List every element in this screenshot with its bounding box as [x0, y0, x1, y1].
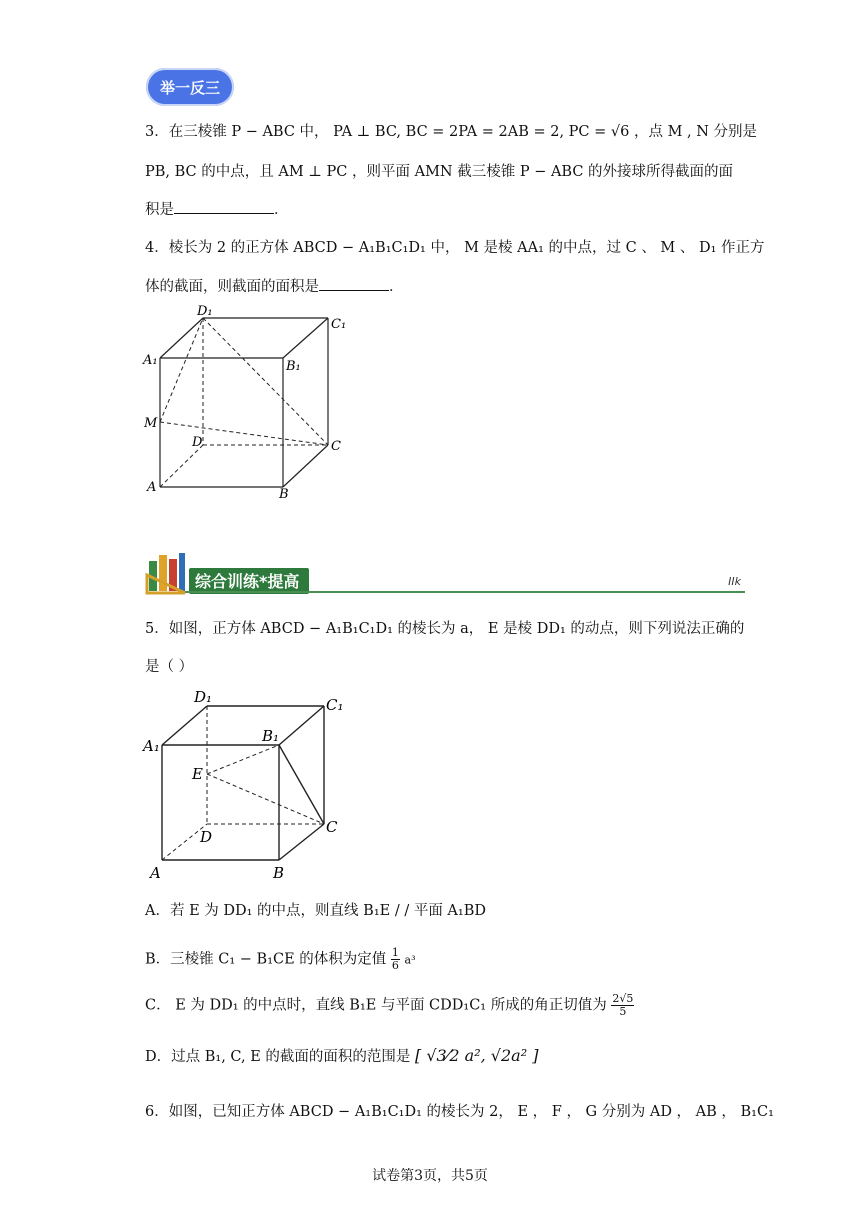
label-B: B [273, 864, 285, 882]
option-b-power: a³ [404, 953, 416, 967]
label-D1: D₁ [194, 688, 213, 706]
page-footer: 试卷第3页，共5页 [372, 1168, 488, 1184]
option-c[interactable] [145, 993, 634, 1018]
option-c-den: 5 [619, 1005, 627, 1018]
option-b-den: 6 [391, 959, 399, 972]
cube-figure-1 [140, 300, 360, 510]
option-b[interactable] [145, 947, 415, 972]
section-title: 综合训练*提高 [189, 568, 309, 594]
option-d[interactable] [145, 1046, 538, 1067]
q5-line-1: 5．如图，正方体 ABCD − A₁B₁C₁D₁ 的棱长为 a， E 是棱 DD₁ 的动点，则下列说法正确的 [145, 621, 745, 637]
label-D1: D₁ [197, 304, 213, 319]
option-c-fraction [611, 993, 634, 1018]
label-M: M [144, 416, 158, 431]
label-D: D [200, 828, 213, 846]
label-B1: B₁ [286, 359, 301, 374]
option-b-num: 1 [391, 946, 399, 959]
q5-line-2: 是（ ） [145, 659, 194, 675]
option-d-range: [ √3⁄2 a², √2a² ] [415, 1046, 539, 1065]
label-E: E [192, 765, 203, 783]
label-C: C [326, 818, 338, 836]
section-divider [185, 591, 745, 593]
label-B1: B₁ [262, 727, 280, 745]
q3-line-1: 3．在三棱锥 P − ABC 中， PA ⊥ BC, BC = 2PA = 2AB = 2, PC = √6 ，点 M , N 分别是 [145, 124, 758, 140]
label-A1: A₁ [143, 353, 158, 368]
q3-line-3-text: 积是 [145, 202, 174, 218]
option-d-text: D．过点 B₁, C, E 的截面的面积的范围是 [145, 1049, 411, 1065]
label-B: B [279, 487, 289, 502]
label-A: A [150, 864, 161, 882]
label-A1: A₁ [143, 737, 160, 755]
q3-answer-blank[interactable] [174, 199, 274, 214]
section-badge: 举一反三 [146, 68, 234, 106]
label-C1: C₁ [331, 317, 347, 332]
section-header [145, 551, 745, 597]
q4-line-2-text: 体的截面，则截面的面积是 [145, 279, 319, 295]
label-C: C [331, 439, 341, 454]
q4-line-2: 体的截面，则截面的面积是 ． [145, 276, 404, 297]
option-b-fraction [391, 947, 400, 972]
label-C1: C₁ [326, 696, 344, 714]
q4-line-1: 4．棱长为 2 的正方体 ABCD − A₁B₁C₁D₁ 中， M 是棱 AA₁ 的中点，过 C 、 M 、 D₁ 作正方 [145, 240, 765, 256]
q3-line-3: 积是 ． [145, 199, 289, 220]
option-c-text: C． E 为 DD₁ 的中点时，直线 B₁E 与平面 CDD₁C₁ 所成的角正切值为 [145, 997, 607, 1014]
q4-answer-blank[interactable] [319, 276, 389, 291]
option-b-text: B．三棱锥 C₁ − B₁CE 的体积为定值 [145, 951, 387, 968]
q3-line-2: PB, BC 的中点，且 AM ⊥ PC ，则平面 AMN 截三棱锥 P − ABC 的外接球所得截面的面 [145, 164, 734, 180]
label-A: A [147, 480, 157, 495]
label-D: D [192, 435, 203, 450]
option-a[interactable]: A．若 E 为 DD₁ 的中点，则直线 B₁E / / 平面 A₁BD [145, 903, 486, 919]
cube-figure-2 [140, 684, 360, 884]
q6-line-1: 6．如图，已知正方体 ABCD − A₁B₁C₁D₁ 的棱长为 2， E ， F ， G 分别为 AD ， AB ， B₁C₁ [145, 1104, 774, 1120]
section-end-mark: IIk [728, 575, 741, 588]
option-c-num: 2√5 [612, 992, 634, 1005]
